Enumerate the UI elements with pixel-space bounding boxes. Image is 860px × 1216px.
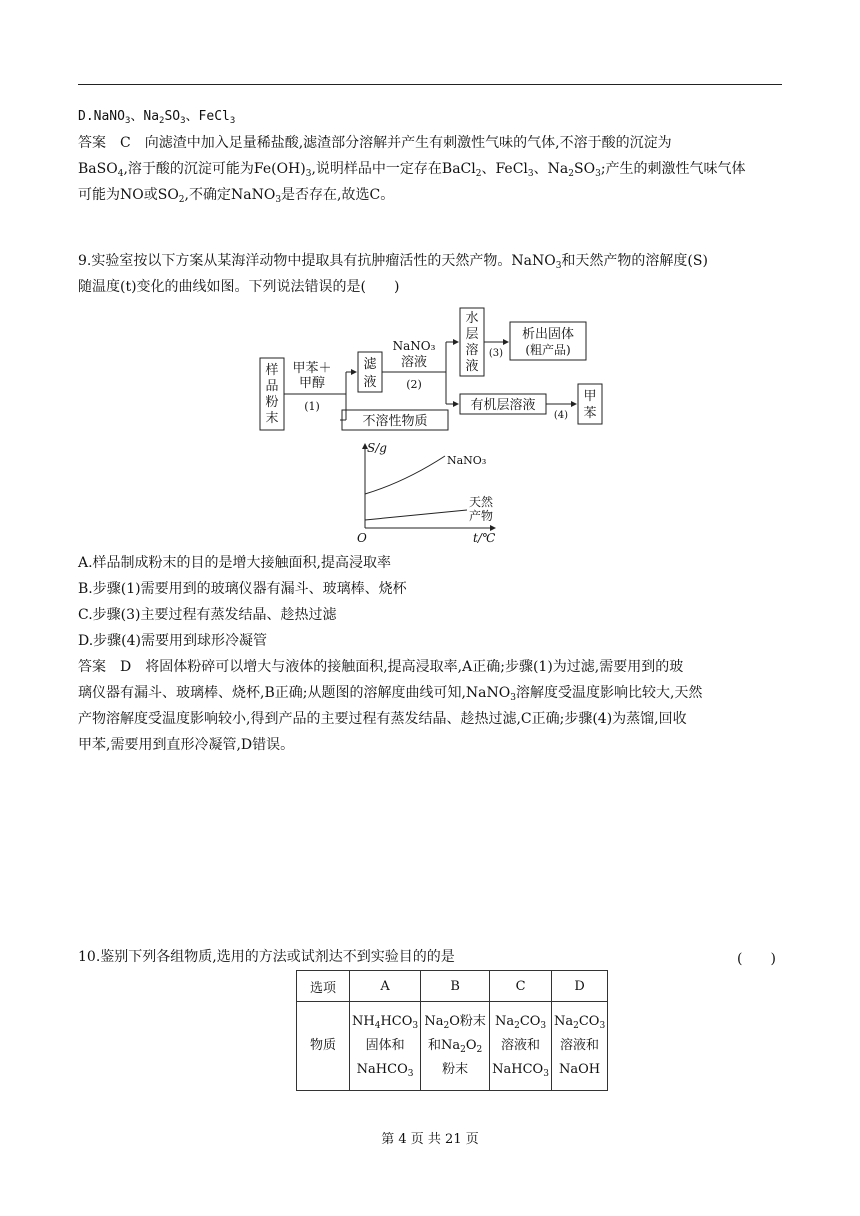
explanation-text: 可能为NO或$SO_2$,不确定NaNO$_3$是否存在,故选C。 [78,187,395,205]
question-9-options [78,550,782,758]
y-axis-label: S/g [367,441,387,455]
solution-label: 溶液 [400,355,428,370]
natural-product-label-top: 天然 [469,495,494,509]
sample-box-text: 样品粉末 [265,363,279,426]
table-header-cell: C [490,971,552,1002]
aqueous-box-text: 水层溶液 [465,311,479,374]
options-table [296,970,608,1091]
table-cell-b: $Na_2O$粉末 和$Na_2O_2$ 粉末 [421,1002,490,1091]
reagent-top: 甲苯＋ [292,361,332,376]
table-row-label: 物质 [297,1002,350,1091]
answer-paren: ( ) [737,951,776,967]
table-header-cell: A [350,971,421,1002]
page-footer: 第 4 页 共 21 页 [381,1132,479,1147]
stem-line: 10.鉴别下列各组物质,选用的方法或试剂达不到实验目的的是 [78,949,455,965]
option-a: A.样品制成粉末的目的是增大接触面积,提高浸取率 [78,555,392,571]
step-2: (2) [406,378,422,391]
answer-line [78,654,782,680]
step-4: (4) [553,410,569,421]
solubility-graph [355,436,515,548]
answer-label: 答案 [78,659,106,675]
organic-box-text: 有机层溶液 [470,398,536,413]
answer-line [78,130,782,156]
stem-line: 随温度(t)变化的曲线如图。下列说法错误的是( ) [78,279,400,295]
table-header-cell: B [421,971,490,1002]
explanation-text: 璃仪器有漏斗、玻璃棒、烧杯,B正确;从题图的溶解度曲线可知,NaNO$_3$溶解度受温度影响比较大,天然 [78,685,703,703]
insoluble-box-text: 不溶性物质 [362,414,428,429]
explanation-text: 产物溶解度受温度影响较小,得到产品的主要过程有蒸发结晶、趁热过滤,C正确;步骤(4)为蒸馏,回收 [78,711,687,727]
option-c: C.步骤(3)主要过程有蒸发结晶、趁热过滤 [78,607,337,623]
x-axis-label: t/℃ [473,531,496,545]
toluene-box-text: 甲苯 [583,389,597,421]
step-3: (3) [488,348,504,359]
origin-label: O [357,531,367,545]
option-b: B.步骤(1)需要用到的玻璃仪器有漏斗、玻璃棒、烧杯 [78,581,407,597]
explanation-text: 向滤渣中加入足量稀盐酸,滤渣部分溶解并产生有刺激性气味的气体,不溶于酸的沉淀为 [144,135,672,151]
explanation-text: 将固体粉碎可以增大与液体的接触面积,提高浸取率,A正确;步骤(1)为过滤,需要用到的玻 [145,659,684,675]
header-rule [78,84,782,85]
table-cell-a: $NH_4HCO_3$ 固体和 NaHCO$_3$ [350,1002,421,1091]
natural-product-label-bottom: 产物 [469,509,494,523]
filtrate-box-text: 滤液 [363,357,377,390]
solid-bottom: (粗产品) [525,343,571,357]
table-header-cell: 选项 [297,971,350,1002]
question-10-stem [78,944,782,970]
step-1: (1) [304,400,320,413]
answer-letter: C [120,135,131,151]
table-header-cell: D [551,971,607,1002]
option-d-line: D.NaNO$_3$、$Na_2SO_3$、FeCl$_3$ [78,109,236,126]
solid-top: 析出固体 [521,327,575,342]
answer-label: 答案 [78,135,106,151]
explanation-text: BaSO$_4$,溶于酸的沉淀可能为$Fe(OH)_3$,说明样品中一定存在BaCl$_2$、FeCl$_3$、$Na_2SO_3$;产生的刺激性气味气体 [78,161,746,179]
prev-question [78,104,782,208]
table-cell-d: $Na_2CO_3$ 溶液和 NaOH [551,1002,607,1091]
question-9-stem [78,248,782,300]
stem-line: 9.实验室按以下方案从某海洋动物中提取具有抗肿瘤活性的天然产物。NaNO$_3$和天然产物的溶解度(S) [78,253,708,271]
reagent-bottom: 甲醇 [298,376,326,391]
natural-product-curve [365,510,467,520]
answer-letter: D [120,659,132,675]
flow-diagram [250,300,610,436]
explanation-text: 甲苯,需要用到直形冷凝管,D错误。 [78,737,295,753]
nano3-label: NaNO₃ [392,339,436,353]
table-cell-c: $Na_2CO_3$ 溶液和 NaHCO$_3$ [490,1002,552,1091]
nano3-curve [365,456,445,494]
nano3-curve-label: NaNO₃ [447,454,487,467]
option-d: D.步骤(4)需要用到球形冷凝管 [78,633,268,649]
